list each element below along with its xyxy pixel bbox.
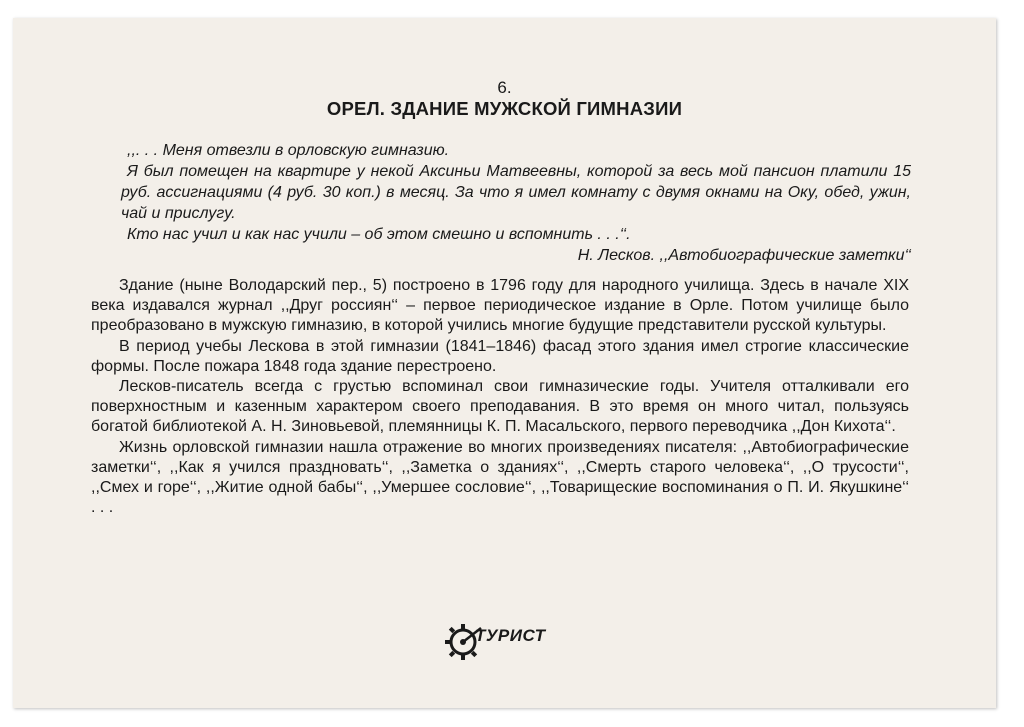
epigraph-quote xyxy=(121,140,911,266)
quote-line: Кто нас учил и как нас учили – об этом смешно и вспомнить . . .‘‘. xyxy=(127,226,631,243)
body-text xyxy=(91,276,909,518)
turist-logo xyxy=(445,618,555,664)
paragraph: В период учебы Лескова в этой гимназии (1841–1846) фасад этого здания имел строгие классические формы. После пожара 1848 года здание перестроено. xyxy=(91,337,909,375)
paragraph: Здание (ныне Володарский пер., 5) построено в 1796 году для народного училища. Здесь в начале XIX века издавался журнал ,,Друг россиян‘‘ – первое периодическое издание в Орле. Потом училище было преобразовано в мужскую гимназию, в которой учились многие будущие представители русской культуры. xyxy=(91,277,909,335)
paragraph: Лесков-писатель всегда с грустью вспоминал свои гимназические годы. Учителя отталкивали его поверхностным и казенным характером своего преподавания. В это время он много читал, пользуясь богатой библиотекой А. Н. Зиновьевой, племянницы К. П. Масальского, первого переводчика ,,Дон Кихота‘‘. xyxy=(91,378,909,436)
postcard-back xyxy=(13,18,996,708)
quote-line: Я был помещен на квартире у некой Аксиньи Матвеевны, которой за весь мой пансион платили 15 руб. ассигнациями (4 руб. 30 коп.) в месяц. За что я имел комнату с двумя окнами на Оку, обед, ужин, чай и прислугу. xyxy=(121,163,911,222)
quote-attribution: Н. Лесков. ,,Автобиографические заметки‘‘ xyxy=(577,247,911,264)
card-title: ОРЕЛ. ЗДАНИЕ МУЖСКОЙ ГИМНАЗИИ xyxy=(326,98,683,119)
paragraph: Жизнь орловской гимназии нашла отражение во многих произведениях писателя: ,,Автобиографические заметки‘‘, ,,Как я учился праздновать‘‘, ,,Заметка о зданиях‘‘, ,,Смерть старого человека‘‘, ,,О трусости‘‘, ,,Смех и горе‘‘, ,,Житие одной бабы‘‘, ,,Умершее сословие‘‘, ,,Товарищеские воспоминания о П. И. Якушкине‘‘ . . . xyxy=(91,438,909,517)
logo-text: ТУРИСТ xyxy=(475,626,546,645)
quote-line: ,,. . . Меня отвезли в орловскую гимназию. xyxy=(127,142,450,159)
card-number: 6. xyxy=(497,78,512,97)
